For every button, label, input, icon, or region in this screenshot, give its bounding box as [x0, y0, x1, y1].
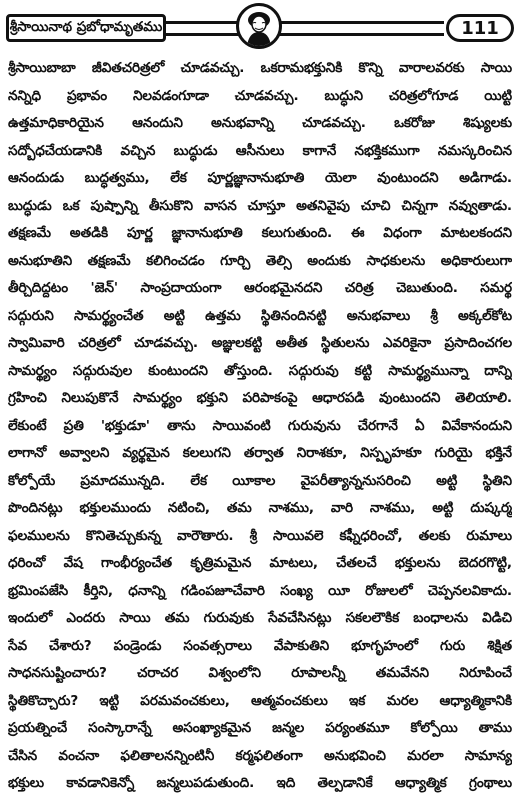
text-line: సేవ చేశారు? పండ్రెండు సంవత్సరాలు వేపాకుతిని భూగృహంలో గురు శిక్షిత	[8, 637, 512, 654]
text-line: ఉత్తమాధికారియైన ఆనందుని అనుభవాన్ని చూడవచ్చు. ఒకరోజు శిష్యులకు	[8, 115, 512, 131]
text-line: భ్రమింపజేసి కీర్తిని, ధనాన్ని గడింపజూచేవారి సంఖ్య యీ రోజులలో చెప్పనలవికాదు.	[8, 582, 512, 599]
page-number: 111	[446, 14, 514, 42]
text-line: భక్తులు కావడానికెన్నో జన్మలుపడుతుంది. ఇది తెల్పడానికే ఆధ్యాత్మిక గ్రంథాలు	[8, 775, 512, 791]
text-line: ఆనందుడు బుద్ధత్వము, లేక పూర్ణజ్ఞానానుభూతి యెలా వుంటుందని అడిగాడు.	[8, 170, 512, 186]
text-line: స్వామివారి చరిత్రలో చూడవచ్చు. అజ్ఞులకట్టి అతీత స్థితులను ఎవరికైనా ప్రసాదించగల	[8, 335, 512, 351]
text-line: ఇందులో ఎందరు సాయి తమ గురువుకు సేవచేసినట్లు సకలలౌకిక బంధాలను విడిచి	[8, 610, 512, 626]
header-rule-bottom	[166, 33, 444, 36]
body-text	[8, 55, 512, 798]
text-line: స్థితికొచ్చారు? ఇట్టి పరమవంచకులు, ఆత్మవంచకులు ఇక మరల ఆధ్యాత్మికానికి	[8, 692, 512, 709]
text-line: సాధనసుష్టించారు? చరాచర విశ్వంలోని రూపాలన్నీ తమవేనని నిరూపించే	[8, 665, 512, 681]
text-line: శ్రీసాయిబాబా జీవితచరిత్రలో చూడవచ్చు. ఒకరామభక్తునికి కొన్ని వారాలవరకు సాయి	[8, 60, 512, 76]
text-line: కోల్పోయే ప్రమాదమున్నది. లేక యీకాల వైపరీత్యాన్ననుసరించి అట్టి స్థితిని	[8, 472, 512, 489]
text-line: ఫలములను కొనితెచ్చుకున్న వారౌతారు. శ్రీ సాయివలె కఫ్నీధరించో, తలకు రుమాలు	[8, 527, 512, 544]
page-header	[0, 0, 520, 50]
text-line: ప్రయత్నించే సంస్కారాన్నే అసంఖ్యాకమైన జన్మల పర్యంతమూ కోల్పోయి తాము	[8, 720, 512, 736]
text-line: సద్బోధచేయడానికి వచ్చిన బుద్ధుడు ఆసీనులు కాగానే నభక్తికముగా నమస్కరించిన	[8, 142, 512, 159]
text-line: బుద్ధుడు ఒక పుష్పాన్ని తీసుకొని వాసన చూస్తూ అతనివైపు చూచి చిన్నగా నవ్వుతాడు.	[8, 197, 512, 214]
text-line: ధరించో వేష గాంభీర్యంచేత కృత్రిమమైన మాటలు, చేతలచే భక్తులను బెదరగొట్టి,	[8, 555, 512, 571]
text-line: చేసిన వంచనా ఫలితాలనన్నింటినీ కర్మఫలితంగా అనుభవించి మరలా సామాన్య	[8, 747, 512, 764]
text-line: పొందినట్లు భక్తులముందు నటించి, తమ నాశము, వారి నాశము, అట్టి దుష్కర్మ	[8, 500, 512, 516]
text-line: తీర్చిదిద్దటం 'జెన్' సాంప్రదాయంగా ఆరంభమైనదని చరిత్ర చెబుతుంది. సమర్థ	[8, 280, 512, 296]
text-line: నన్నిధి ప్రభావం నిలవడంగూడా చూడవచ్చు. బుద్ధుని చరిత్రలోగూడ యిట్టి	[8, 87, 512, 104]
portrait-drawing	[239, 6, 279, 46]
text-line: సద్గురుని సామర్థ్యంచేత అట్టి ఉత్తమ స్థితినందినట్టి అనుభవాలు శ్రీ అక్కల్‌కోట	[8, 307, 512, 324]
book-title: శ్రీసాయినాథ ప్రబోధామృతము	[6, 14, 166, 42]
text-line: లాగానో అవ్వాలని వ్యర్థమైన కలలుగని తర్వాత నిరాశకూ, నిస్పృహకూ గురియై భక్తినే	[8, 445, 512, 461]
text-line: గ్రహించి నిలుపుకొనే సామర్థ్యం భక్తుని పరిపాకంపై ఆధారపడి వుంటుందని తెలియాలి.	[8, 390, 512, 406]
header-rule-top	[166, 21, 444, 24]
sai-baba-portrait-icon	[236, 3, 282, 49]
text-line: లేకుంటే ప్రతి 'భక్తుడూ' తాను సాయివంటి గురువును చేరగానే ఏ వివేకానందుని	[8, 417, 512, 434]
text-line: సామర్థ్యం సద్గురువుల కుంటుందని తోస్తుంది. సద్గురువు కట్టి సామర్థ్యమున్నా దాన్ని	[8, 362, 512, 379]
text-line: తక్షణమే అతడికి పూర్ణ జ్ఞానానుభూతి కలుగుతుంది. ఈ విధంగా మాటలకందని	[8, 225, 512, 241]
text-line: అనుభూతిని తక్షణమే కలిగించడం గూర్చి తెల్సి అందుకు సాధకులను అధికారులుగా	[8, 252, 512, 269]
